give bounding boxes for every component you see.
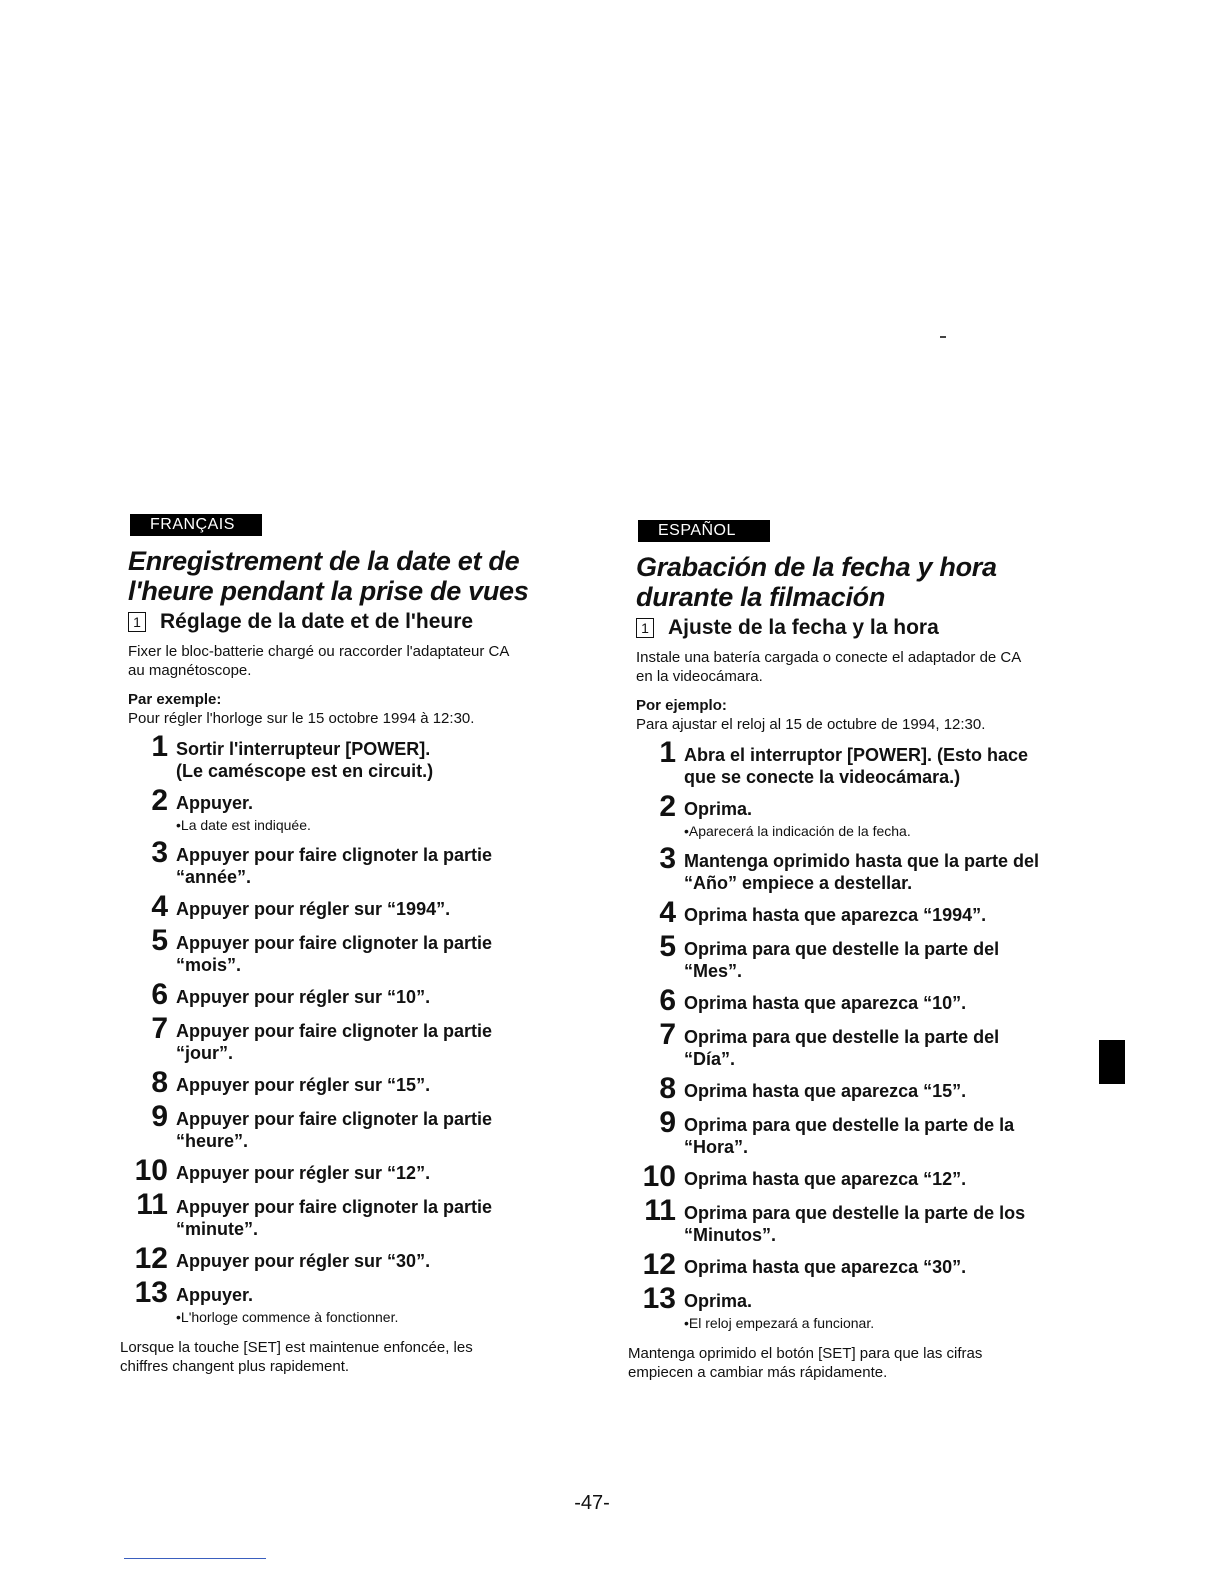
step-item bbox=[628, 898, 1068, 928]
step-number: 5 bbox=[151, 924, 168, 957]
step-body bbox=[176, 1190, 492, 1240]
step-text: Oprima. bbox=[684, 799, 753, 819]
step-body bbox=[176, 1278, 398, 1326]
step-text-continued: “minute”. bbox=[176, 1219, 259, 1239]
step-item bbox=[628, 1074, 1068, 1104]
section-heading-spanish bbox=[636, 616, 1068, 640]
footnote-line-1: Lorsque la touche [SET] est maintenue enfoncée, les bbox=[120, 1339, 473, 1356]
step-number: 13 bbox=[642, 1282, 676, 1315]
example-text: Para ajustar el reloj al 15 de octubre de 1994, 12:30. bbox=[636, 716, 986, 733]
step-text-continued: “heure”. bbox=[176, 1131, 249, 1151]
step-item bbox=[120, 1156, 560, 1186]
step-text: Oprima para que destelle la parte del bbox=[684, 1027, 1000, 1047]
step-item bbox=[628, 1020, 1068, 1070]
footnote-line-1: Mantenga oprimido el botón [SET] para que las cifras bbox=[628, 1345, 983, 1362]
spanish-column bbox=[628, 520, 1068, 1382]
step-item bbox=[120, 1102, 560, 1152]
step-number: 8 bbox=[151, 1066, 168, 1099]
step-item bbox=[628, 1284, 1068, 1332]
steps-list-french bbox=[120, 732, 560, 1326]
step-body bbox=[684, 898, 986, 926]
footnote-french bbox=[120, 1338, 560, 1376]
title-line-2: l'heure pendant la prise de vues bbox=[128, 576, 529, 606]
section-number-box: 1 bbox=[128, 612, 146, 632]
step-body bbox=[176, 732, 433, 782]
step-body bbox=[684, 1162, 966, 1190]
intro-paragraph bbox=[636, 648, 1068, 686]
step-number: 10 bbox=[642, 1160, 676, 1193]
step-text: Appuyer pour faire clignoter la partie bbox=[176, 933, 493, 953]
step-number: 7 bbox=[659, 1018, 676, 1051]
intro-line-2: au magnétoscope. bbox=[128, 662, 252, 679]
intro-line-2: en la videocámara. bbox=[636, 668, 763, 685]
step-text: Appuyer pour faire clignoter la partie bbox=[176, 845, 493, 865]
step-text: Oprima hasta que aparezca “30”. bbox=[684, 1257, 967, 1277]
step-item bbox=[628, 792, 1068, 840]
section-title: Ajuste de la fecha y la hora bbox=[668, 616, 939, 639]
step-text: Abra el interruptor [POWER]. (Esto hace bbox=[684, 745, 1029, 765]
step-body bbox=[684, 738, 1028, 788]
step-item bbox=[120, 1278, 560, 1326]
step-text: Appuyer pour faire clignoter la partie bbox=[176, 1197, 493, 1217]
title-line-1: Grabación de la fecha y hora bbox=[636, 552, 997, 582]
step-text: Appuyer pour régler sur “12”. bbox=[176, 1163, 431, 1183]
step-body bbox=[176, 1102, 492, 1152]
step-body bbox=[176, 892, 450, 920]
step-number: 9 bbox=[151, 1100, 168, 1133]
step-number: 2 bbox=[151, 784, 168, 817]
step-number: 4 bbox=[151, 890, 168, 923]
step-number: 10 bbox=[134, 1154, 168, 1187]
step-body bbox=[176, 980, 430, 1008]
step-item bbox=[120, 1014, 560, 1064]
step-note: •Aparecerá la indicación de la fecha. bbox=[684, 823, 911, 839]
step-number: 2 bbox=[659, 790, 676, 823]
footnote-line-2: empiecen a cambiar más rápidamente. bbox=[628, 1364, 888, 1381]
step-text: Appuyer pour régler sur “10”. bbox=[176, 987, 431, 1007]
step-text: Appuyer. bbox=[176, 793, 254, 813]
step-body bbox=[684, 1020, 999, 1070]
step-number: 5 bbox=[659, 930, 676, 963]
footer-rule bbox=[124, 1558, 266, 1559]
intro-line-1: Fixer le bloc-batterie chargé ou raccorder l'adaptateur CA bbox=[128, 643, 510, 660]
step-item bbox=[120, 838, 560, 888]
section-title: Réglage de la date et de l'heure bbox=[160, 610, 474, 633]
step-note: •L'horloge commence à fonctionner. bbox=[176, 1309, 399, 1325]
step-note: •El reloj empezará a funcionar. bbox=[684, 1315, 875, 1331]
step-text-continued: “Mes”. bbox=[684, 961, 743, 981]
step-number: 3 bbox=[151, 836, 168, 869]
step-body bbox=[684, 1196, 1025, 1246]
step-text: Appuyer pour régler sur “15”. bbox=[176, 1075, 431, 1095]
step-number: 1 bbox=[151, 730, 168, 763]
footnote-spanish bbox=[628, 1344, 1068, 1382]
step-item bbox=[120, 1244, 560, 1274]
step-note: •La date est indiquée. bbox=[176, 817, 311, 833]
step-text: Appuyer. bbox=[176, 1285, 254, 1305]
step-text-continued: “Año” empiece a destellar. bbox=[684, 873, 913, 893]
step-body bbox=[176, 1068, 430, 1096]
step-text: Oprima para que destelle la parte de la bbox=[684, 1115, 1015, 1135]
scan-speck bbox=[940, 336, 946, 338]
step-item bbox=[120, 786, 560, 834]
step-number: 11 bbox=[644, 1194, 676, 1227]
step-item bbox=[628, 1108, 1068, 1158]
step-body bbox=[176, 926, 492, 976]
step-item bbox=[120, 980, 560, 1010]
step-item bbox=[628, 932, 1068, 982]
step-body bbox=[684, 844, 1039, 894]
page-title-spanish bbox=[636, 552, 1068, 612]
step-text-continued: “Hora”. bbox=[684, 1137, 749, 1157]
section-number-box: 1 bbox=[636, 618, 654, 638]
step-number: 11 bbox=[136, 1188, 168, 1221]
step-item bbox=[120, 1068, 560, 1098]
step-body bbox=[684, 792, 911, 840]
step-text-continued: que se conecte la videocámara.) bbox=[684, 767, 961, 787]
step-text: Appuyer pour faire clignoter la partie bbox=[176, 1021, 493, 1041]
step-item bbox=[628, 738, 1068, 788]
intro-paragraph bbox=[128, 642, 560, 680]
step-body bbox=[176, 786, 311, 834]
step-number: 1 bbox=[659, 736, 676, 769]
step-text: Mantenga oprimido hasta que la parte del bbox=[684, 851, 1040, 871]
step-text: Oprima para que destelle la parte del bbox=[684, 939, 1000, 959]
step-text-continued: “Día”. bbox=[684, 1049, 736, 1069]
step-body bbox=[684, 932, 999, 982]
step-text-continued: “jour”. bbox=[176, 1043, 233, 1063]
step-text: Appuyer pour régler sur “30”. bbox=[176, 1251, 431, 1271]
step-text-continued: “année”. bbox=[176, 867, 252, 887]
step-body bbox=[176, 1156, 430, 1184]
step-number: 6 bbox=[151, 978, 168, 1011]
french-column bbox=[120, 514, 560, 1376]
intro-line-1: Instale una batería cargada o conecte el adaptador de CA bbox=[636, 649, 1022, 666]
page-title-french bbox=[128, 546, 560, 606]
step-item bbox=[120, 732, 560, 782]
example-text: Pour régler l'horloge sur le 15 octobre 1994 à 12:30. bbox=[128, 710, 475, 727]
language-badge-spanish: ESPAÑOL bbox=[638, 520, 770, 542]
step-number: 12 bbox=[642, 1248, 676, 1281]
section-tab-marker bbox=[1099, 1040, 1125, 1084]
step-item bbox=[120, 892, 560, 922]
step-number: 13 bbox=[134, 1276, 168, 1309]
step-number: 3 bbox=[659, 842, 676, 875]
page-number: -47- bbox=[574, 1492, 610, 1514]
step-body bbox=[176, 1014, 492, 1064]
step-body bbox=[176, 1244, 430, 1272]
step-item bbox=[120, 1190, 560, 1240]
footnote-line-2: chiffres changent plus rapidement. bbox=[120, 1358, 350, 1375]
example-label: Par exemple: bbox=[128, 691, 222, 708]
step-text: Oprima hasta que aparezca “12”. bbox=[684, 1169, 967, 1189]
step-text-continued: “mois”. bbox=[176, 955, 242, 975]
title-line-1: Enregistrement de la date et de bbox=[128, 546, 520, 576]
step-number: 12 bbox=[134, 1242, 168, 1275]
step-body bbox=[684, 1108, 1014, 1158]
step-item bbox=[628, 1250, 1068, 1280]
step-text: Oprima hasta que aparezca “1994”. bbox=[684, 905, 987, 925]
step-text: Oprima hasta que aparezca “10”. bbox=[684, 993, 967, 1013]
step-text: Appuyer pour faire clignoter la partie bbox=[176, 1109, 493, 1129]
language-badge-french: FRANÇAIS bbox=[130, 514, 262, 536]
step-number: 4 bbox=[659, 896, 676, 929]
steps-list-spanish bbox=[628, 738, 1068, 1332]
step-number: 9 bbox=[659, 1106, 676, 1139]
step-text: Sortir l'interrupteur [POWER]. bbox=[176, 739, 431, 759]
step-text: Oprima. bbox=[684, 1291, 753, 1311]
step-text: Oprima hasta que aparezca “15”. bbox=[684, 1081, 967, 1101]
step-body bbox=[684, 1284, 874, 1332]
step-text-continued: (Le caméscope est en circuit.) bbox=[176, 761, 434, 781]
step-number: 6 bbox=[659, 984, 676, 1017]
step-text: Oprima para que destelle la parte de los bbox=[684, 1203, 1026, 1223]
step-number: 8 bbox=[659, 1072, 676, 1105]
step-number: 7 bbox=[151, 1012, 168, 1045]
step-item bbox=[120, 926, 560, 976]
section-heading-french bbox=[128, 610, 560, 634]
step-text-continued: “Minutos”. bbox=[684, 1225, 776, 1245]
step-body bbox=[176, 838, 492, 888]
step-item bbox=[628, 986, 1068, 1016]
step-body bbox=[684, 986, 966, 1014]
example-label: Por ejemplo: bbox=[636, 697, 727, 714]
step-text: Appuyer pour régler sur “1994”. bbox=[176, 899, 451, 919]
step-body bbox=[684, 1074, 966, 1102]
step-body bbox=[684, 1250, 966, 1278]
title-line-2: durante la filmación bbox=[636, 582, 886, 612]
step-item bbox=[628, 844, 1068, 894]
step-item bbox=[628, 1162, 1068, 1192]
step-item bbox=[628, 1196, 1068, 1246]
